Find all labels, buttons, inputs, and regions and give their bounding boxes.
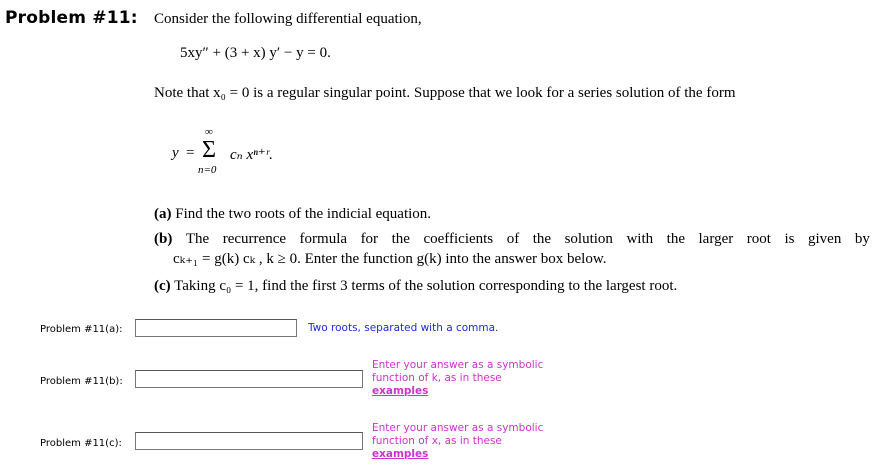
part-b-word: is [784, 231, 795, 247]
sum-lower-limit: n=0 [198, 164, 217, 176]
answer-c-hint-line-1: Enter your answer as a symbolic [372, 422, 544, 434]
series-formula [172, 122, 332, 182]
answer-b-hint-line-1: Enter your answer as a symbolic [372, 359, 544, 371]
part-b-word: recurrence [222, 231, 287, 247]
part-b-word: for [360, 231, 379, 247]
part-c-label: (c) [154, 278, 171, 294]
answer-c-input[interactable] [135, 432, 363, 450]
summation-sigma: Σ [202, 137, 216, 163]
part-b-line-1 [154, 231, 870, 248]
sum-upper-limit: ∞ [205, 126, 213, 138]
part-b-word: given [808, 231, 842, 247]
part-b-word: the [666, 231, 685, 247]
answer-b-label: Problem #11(b): [40, 376, 123, 387]
part-b-word: with [626, 231, 654, 247]
part-b-word: of [506, 231, 520, 247]
problem-intro: Consider the following differential equation, [154, 11, 422, 27]
part-b-word: formula [299, 231, 348, 247]
part-b-word: by [854, 231, 870, 247]
series-equals: = [186, 145, 195, 161]
series-lhs: y [172, 145, 179, 161]
part-b-word: larger [698, 231, 734, 247]
part-b-word: coefficients [423, 231, 494, 247]
answer-c-hint-line-2: function of x, as in these [372, 435, 502, 447]
part-a-text: Find the two roots of the indicial equation. [175, 206, 432, 222]
part-c [154, 278, 677, 295]
part-b-word: The [185, 231, 210, 247]
answer-c-hint [372, 422, 543, 461]
part-a-label: (a) [154, 206, 172, 222]
part-c-text: Taking c₀ = 1, find the first 3 terms of the solution corresponding to the largest root. [174, 278, 678, 294]
part-b-word: the [391, 231, 410, 247]
regular-singular-point-note: Note that x₀ = 0 is a regular singular point. Suppose that we look for a series solution of the form [154, 85, 736, 101]
differential-equation: 5xy″ + (3 + x) y′ − y = 0. [180, 45, 331, 61]
answer-a-input[interactable] [135, 319, 297, 337]
part-a [154, 206, 431, 223]
answer-b-hint [372, 359, 543, 398]
answer-c-label: Problem #11(c): [40, 438, 122, 449]
answer-a-hint: Two roots, separated with a comma. [308, 322, 499, 334]
answer-b-input[interactable] [135, 370, 363, 388]
answer-a-label: Problem #11(a): [40, 324, 123, 335]
part-b-word: the [532, 231, 552, 247]
answer-b-examples-link[interactable]: examples [372, 385, 429, 397]
answer-c-examples-link[interactable]: examples [372, 448, 429, 460]
part-b-word: root [746, 231, 771, 247]
part-b-label: (b) [154, 231, 173, 247]
series-term: cₙ xⁿ⁺ʳ. [230, 147, 273, 163]
answer-b-hint-line-2: function of k, as in these [372, 372, 502, 384]
problem-title: Problem #11: [5, 8, 138, 28]
part-b-word: solution [564, 231, 613, 247]
part-b-line-2: cₖ₊₁ = g(k) cₖ , k ≥ 0. Enter the function g(k) into the answer box below. [173, 251, 607, 267]
